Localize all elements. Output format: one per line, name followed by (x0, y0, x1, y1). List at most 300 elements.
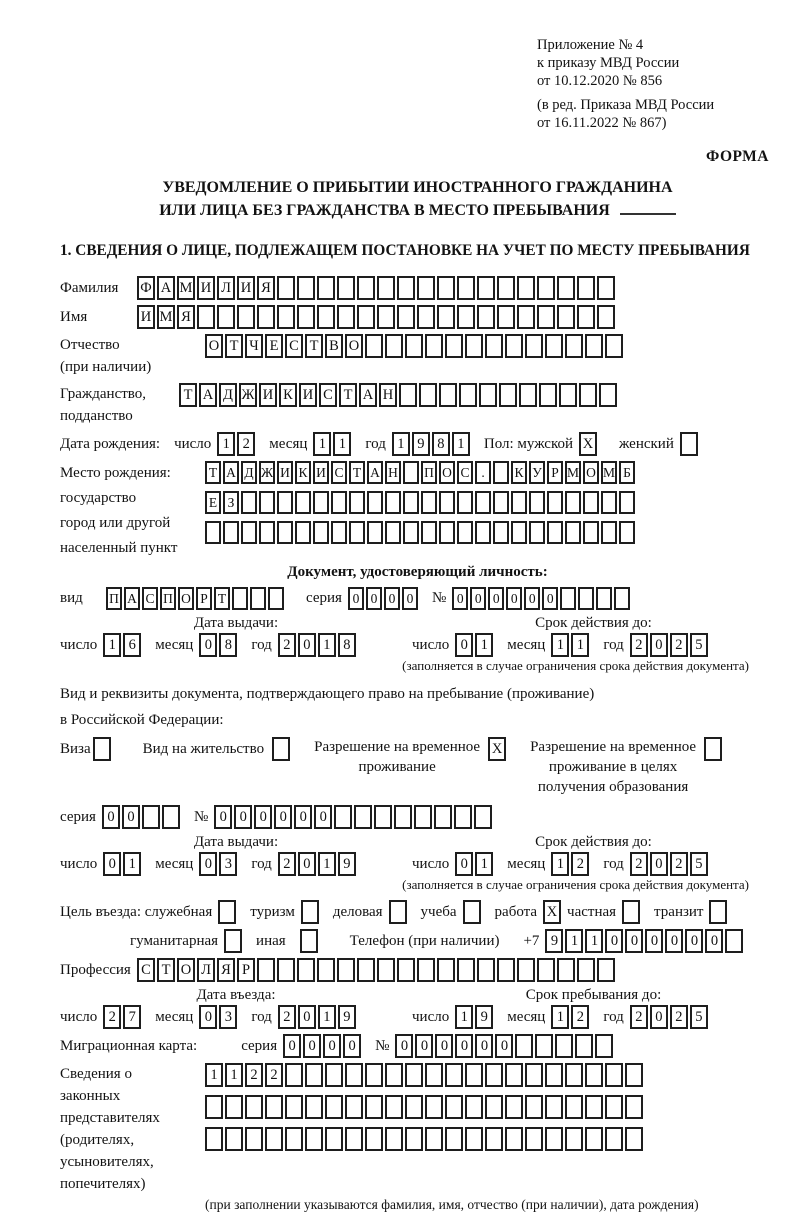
char-box[interactable] (545, 1127, 563, 1151)
char-box[interactable] (517, 958, 535, 982)
char-box[interactable] (485, 1127, 503, 1151)
char-box[interactable]: И (313, 461, 329, 484)
char-box[interactable]: 0 (495, 1034, 513, 1058)
char-box[interactable] (505, 334, 523, 358)
char-box[interactable]: 2 (278, 1005, 296, 1029)
char-box[interactable] (232, 587, 248, 610)
char-box[interactable] (367, 521, 383, 544)
char-box[interactable] (354, 805, 372, 829)
char-box[interactable]: Т (225, 334, 243, 358)
char-box[interactable] (529, 521, 545, 544)
char-box[interactable] (605, 334, 623, 358)
char-box[interactable] (565, 521, 581, 544)
char-box[interactable] (434, 805, 452, 829)
char-box[interactable]: 1 (318, 1005, 336, 1029)
char-box[interactable] (403, 521, 419, 544)
char-box[interactable]: О (177, 958, 195, 982)
char-box[interactable] (457, 958, 475, 982)
char-box[interactable] (272, 737, 290, 761)
char-box[interactable] (205, 1127, 223, 1151)
char-box[interactable]: 1 (313, 432, 331, 456)
char-box[interactable]: 2 (278, 852, 296, 876)
char-box[interactable] (445, 1063, 463, 1087)
char-box[interactable] (597, 305, 615, 329)
char-box[interactable] (357, 305, 375, 329)
char-box[interactable] (405, 1127, 423, 1151)
char-box[interactable] (505, 1063, 523, 1087)
char-box[interactable]: Р (196, 587, 212, 610)
char-box[interactable] (385, 1095, 403, 1119)
char-box[interactable]: О (178, 587, 194, 610)
char-box[interactable]: Е (265, 334, 283, 358)
char-box[interactable]: 0 (298, 1005, 316, 1029)
char-box[interactable]: X (543, 900, 561, 924)
char-box[interactable]: 0 (605, 929, 623, 953)
char-box[interactable] (585, 1063, 603, 1087)
char-box[interactable] (277, 491, 293, 514)
char-box[interactable]: 5 (690, 852, 708, 876)
char-box[interactable] (539, 383, 557, 407)
char-box[interactable] (365, 334, 383, 358)
char-box[interactable]: 0 (705, 929, 723, 953)
char-box[interactable] (525, 1127, 543, 1151)
char-box[interactable] (405, 334, 423, 358)
char-box[interactable] (245, 1127, 263, 1151)
char-box[interactable] (601, 491, 617, 514)
char-box[interactable] (337, 276, 355, 300)
char-box[interactable]: 0 (435, 1034, 453, 1058)
char-box[interactable] (605, 1095, 623, 1119)
char-box[interactable] (377, 276, 395, 300)
char-box[interactable]: С (331, 461, 347, 484)
char-box[interactable] (241, 521, 257, 544)
char-box[interactable]: 0 (475, 1034, 493, 1058)
char-box[interactable]: 0 (366, 587, 382, 610)
char-box[interactable]: 2 (670, 1005, 688, 1029)
char-box[interactable] (575, 1034, 593, 1058)
char-box[interactable]: 0 (283, 1034, 301, 1058)
char-box[interactable] (317, 305, 335, 329)
char-box[interactable] (345, 1095, 363, 1119)
char-box[interactable] (331, 491, 347, 514)
char-box[interactable] (493, 491, 509, 514)
char-box[interactable]: Д (241, 461, 257, 484)
char-box[interactable] (385, 1127, 403, 1151)
char-box[interactable]: А (367, 461, 383, 484)
char-box[interactable]: Т (339, 383, 357, 407)
char-box[interactable] (565, 491, 581, 514)
char-box[interactable] (497, 958, 515, 982)
char-box[interactable]: 0 (323, 1034, 341, 1058)
char-box[interactable]: 1 (585, 929, 603, 953)
char-box[interactable]: 0 (102, 805, 120, 829)
char-box[interactable] (465, 1095, 483, 1119)
char-box[interactable] (457, 276, 475, 300)
char-box[interactable]: 1 (551, 1005, 569, 1029)
char-box[interactable] (414, 805, 432, 829)
char-box[interactable]: 3 (219, 852, 237, 876)
char-box[interactable] (475, 521, 491, 544)
char-box[interactable]: О (205, 334, 223, 358)
char-box[interactable] (596, 587, 612, 610)
char-box[interactable] (265, 1127, 283, 1151)
char-box[interactable]: 0 (685, 929, 703, 953)
char-box[interactable] (377, 958, 395, 982)
char-box[interactable] (297, 276, 315, 300)
char-box[interactable] (545, 1095, 563, 1119)
char-box[interactable] (485, 1063, 503, 1087)
char-box[interactable]: С (137, 958, 155, 982)
char-box[interactable]: 0 (524, 587, 540, 610)
char-box[interactable] (605, 1063, 623, 1087)
char-box[interactable]: 9 (338, 1005, 356, 1029)
char-box[interactable]: 9 (412, 432, 430, 456)
char-box[interactable]: 8 (432, 432, 450, 456)
char-box[interactable] (265, 1095, 283, 1119)
char-box[interactable] (445, 334, 463, 358)
char-box[interactable]: 0 (542, 587, 558, 610)
char-box[interactable] (565, 1063, 583, 1087)
char-box[interactable]: 2 (630, 852, 648, 876)
char-box[interactable] (403, 461, 419, 484)
char-box[interactable] (585, 1127, 603, 1151)
char-box[interactable] (437, 958, 455, 982)
char-box[interactable]: 1 (318, 633, 336, 657)
char-box[interactable] (680, 432, 698, 456)
char-box[interactable] (377, 305, 395, 329)
char-box[interactable]: С (285, 334, 303, 358)
char-box[interactable]: 2 (670, 852, 688, 876)
char-box[interactable]: 0 (625, 929, 643, 953)
char-box[interactable] (485, 334, 503, 358)
char-box[interactable]: 2 (670, 633, 688, 657)
char-box[interactable]: 0 (506, 587, 522, 610)
char-box[interactable]: И (237, 276, 255, 300)
char-box[interactable]: 1 (455, 1005, 473, 1029)
char-box[interactable] (497, 276, 515, 300)
char-box[interactable]: 0 (294, 805, 312, 829)
char-box[interactable] (257, 958, 275, 982)
char-box[interactable]: И (299, 383, 317, 407)
char-box[interactable]: 0 (199, 633, 217, 657)
char-box[interactable] (493, 521, 509, 544)
char-box[interactable]: И (259, 383, 277, 407)
char-box[interactable]: 0 (455, 852, 473, 876)
char-box[interactable] (425, 1095, 443, 1119)
char-box[interactable] (334, 805, 352, 829)
char-box[interactable] (485, 1095, 503, 1119)
char-box[interactable] (619, 491, 635, 514)
char-box[interactable] (537, 276, 555, 300)
char-box[interactable] (313, 491, 329, 514)
char-box[interactable] (268, 587, 284, 610)
char-box[interactable]: Б (619, 461, 635, 484)
char-box[interactable]: У (529, 461, 545, 484)
char-box[interactable]: 0 (455, 1034, 473, 1058)
char-box[interactable] (597, 958, 615, 982)
char-box[interactable] (439, 383, 457, 407)
char-box[interactable] (597, 276, 615, 300)
char-box[interactable] (385, 491, 401, 514)
char-box[interactable] (493, 461, 509, 484)
char-box[interactable]: 1 (452, 432, 470, 456)
char-box[interactable] (337, 958, 355, 982)
char-box[interactable]: Л (217, 276, 235, 300)
char-box[interactable] (537, 305, 555, 329)
char-box[interactable] (205, 1095, 223, 1119)
char-box[interactable] (223, 521, 239, 544)
char-box[interactable]: 0 (274, 805, 292, 829)
char-box[interactable]: 0 (343, 1034, 361, 1058)
char-box[interactable]: П (106, 587, 122, 610)
char-box[interactable] (224, 929, 242, 953)
char-box[interactable]: X (579, 432, 597, 456)
char-box[interactable] (425, 1127, 443, 1151)
char-box[interactable]: 2 (265, 1063, 283, 1087)
char-box[interactable] (465, 1127, 483, 1151)
char-box[interactable] (555, 1034, 573, 1058)
char-box[interactable] (421, 491, 437, 514)
char-box[interactable] (499, 383, 517, 407)
char-box[interactable]: А (359, 383, 377, 407)
char-box[interactable]: 0 (214, 805, 232, 829)
char-box[interactable] (529, 491, 545, 514)
char-box[interactable]: 0 (650, 852, 668, 876)
char-box[interactable]: 0 (103, 852, 121, 876)
char-box[interactable] (601, 521, 617, 544)
char-box[interactable] (385, 334, 403, 358)
char-box[interactable]: 1 (571, 633, 589, 657)
char-box[interactable] (257, 305, 275, 329)
char-box[interactable] (578, 587, 594, 610)
char-box[interactable]: 7 (123, 1005, 141, 1029)
char-box[interactable] (305, 1095, 323, 1119)
char-box[interactable] (560, 587, 576, 610)
char-box[interactable] (385, 1063, 403, 1087)
char-box[interactable] (277, 958, 295, 982)
char-box[interactable] (585, 1095, 603, 1119)
char-box[interactable] (399, 383, 417, 407)
char-box[interactable] (577, 958, 595, 982)
char-box[interactable] (517, 305, 535, 329)
char-box[interactable] (477, 305, 495, 329)
char-box[interactable]: 1 (103, 633, 121, 657)
char-box[interactable]: К (511, 461, 527, 484)
char-box[interactable] (577, 305, 595, 329)
char-box[interactable] (525, 1095, 543, 1119)
char-box[interactable] (417, 305, 435, 329)
char-box[interactable] (445, 1095, 463, 1119)
char-box[interactable] (297, 305, 315, 329)
char-box[interactable] (389, 900, 407, 924)
char-box[interactable]: 1 (217, 432, 235, 456)
char-box[interactable]: Я (177, 305, 195, 329)
char-box[interactable] (403, 491, 419, 514)
char-box[interactable]: Ж (259, 461, 275, 484)
char-box[interactable]: А (124, 587, 140, 610)
char-box[interactable] (397, 958, 415, 982)
char-box[interactable] (325, 1063, 343, 1087)
char-box[interactable]: 1 (225, 1063, 243, 1087)
char-box[interactable] (357, 958, 375, 982)
char-box[interactable] (277, 305, 295, 329)
char-box[interactable] (397, 276, 415, 300)
char-box[interactable] (519, 383, 537, 407)
char-box[interactable] (285, 1127, 303, 1151)
char-box[interactable] (285, 1095, 303, 1119)
char-box[interactable] (365, 1063, 383, 1087)
char-box[interactable]: Т (157, 958, 175, 982)
char-box[interactable]: А (199, 383, 217, 407)
char-box[interactable] (259, 521, 275, 544)
char-box[interactable] (463, 900, 481, 924)
char-box[interactable]: 0 (645, 929, 663, 953)
char-box[interactable] (295, 491, 311, 514)
char-box[interactable]: Л (197, 958, 215, 982)
char-box[interactable]: Н (385, 461, 401, 484)
char-box[interactable]: 0 (665, 929, 683, 953)
char-box[interactable] (454, 805, 472, 829)
char-box[interactable]: 2 (571, 1005, 589, 1029)
char-box[interactable]: 0 (455, 633, 473, 657)
char-box[interactable]: 5 (690, 633, 708, 657)
char-box[interactable] (417, 958, 435, 982)
char-box[interactable]: 9 (545, 929, 563, 953)
char-box[interactable] (301, 900, 319, 924)
char-box[interactable]: О (345, 334, 363, 358)
char-box[interactable] (595, 1034, 613, 1058)
char-box[interactable]: Ч (245, 334, 263, 358)
char-box[interactable]: П (160, 587, 176, 610)
char-box[interactable] (457, 521, 473, 544)
char-box[interactable]: 2 (630, 633, 648, 657)
char-box[interactable]: 0 (452, 587, 468, 610)
char-box[interactable] (337, 305, 355, 329)
char-box[interactable]: М (177, 276, 195, 300)
char-box[interactable] (547, 521, 563, 544)
char-box[interactable] (625, 1127, 643, 1151)
char-box[interactable]: 9 (338, 852, 356, 876)
char-box[interactable]: 0 (254, 805, 272, 829)
char-box[interactable] (305, 1063, 323, 1087)
char-box[interactable] (345, 1063, 363, 1087)
char-box[interactable] (217, 305, 235, 329)
char-box[interactable]: 1 (318, 852, 336, 876)
char-box[interactable] (557, 305, 575, 329)
char-box[interactable] (477, 958, 495, 982)
char-box[interactable] (622, 900, 640, 924)
char-box[interactable] (725, 929, 743, 953)
char-box[interactable]: Ф (137, 276, 155, 300)
char-box[interactable]: И (137, 305, 155, 329)
char-box[interactable]: 1 (392, 432, 410, 456)
char-box[interactable]: 2 (245, 1063, 263, 1087)
char-box[interactable]: Т (214, 587, 230, 610)
char-box[interactable]: 0 (298, 852, 316, 876)
char-box[interactable]: 5 (690, 1005, 708, 1029)
char-box[interactable] (218, 900, 236, 924)
char-box[interactable] (325, 1127, 343, 1151)
char-box[interactable] (241, 491, 257, 514)
char-box[interactable] (577, 276, 595, 300)
char-box[interactable]: 0 (234, 805, 252, 829)
char-box[interactable] (439, 491, 455, 514)
char-box[interactable]: Р (237, 958, 255, 982)
char-box[interactable] (425, 1063, 443, 1087)
char-box[interactable]: С (457, 461, 473, 484)
char-box[interactable] (505, 1095, 523, 1119)
char-box[interactable] (205, 521, 221, 544)
char-box[interactable]: 8 (219, 633, 237, 657)
char-box[interactable] (237, 305, 255, 329)
char-box[interactable] (537, 958, 555, 982)
char-box[interactable] (579, 383, 597, 407)
char-box[interactable] (425, 334, 443, 358)
char-box[interactable] (385, 521, 401, 544)
char-box[interactable] (474, 805, 492, 829)
char-box[interactable] (295, 521, 311, 544)
char-box[interactable] (365, 1127, 383, 1151)
char-box[interactable] (465, 1063, 483, 1087)
char-box[interactable]: 1 (551, 633, 569, 657)
char-box[interactable]: С (142, 587, 158, 610)
char-box[interactable]: С (319, 383, 337, 407)
char-box[interactable]: 0 (488, 587, 504, 610)
char-box[interactable]: 0 (303, 1034, 321, 1058)
char-box[interactable] (419, 383, 437, 407)
char-box[interactable] (225, 1127, 243, 1151)
char-box[interactable]: 0 (384, 587, 400, 610)
char-box[interactable]: Т (179, 383, 197, 407)
char-box[interactable] (367, 491, 383, 514)
char-box[interactable] (457, 305, 475, 329)
char-box[interactable] (565, 1127, 583, 1151)
char-box[interactable]: 0 (122, 805, 140, 829)
char-box[interactable] (614, 587, 630, 610)
char-box[interactable] (545, 334, 563, 358)
char-box[interactable]: 3 (219, 1005, 237, 1029)
char-box[interactable]: 2 (237, 432, 255, 456)
char-box[interactable]: 0 (199, 1005, 217, 1029)
char-box[interactable]: 9 (475, 1005, 493, 1029)
char-box[interactable] (515, 1034, 533, 1058)
char-box[interactable] (313, 521, 329, 544)
char-box[interactable] (535, 1034, 553, 1058)
char-box[interactable] (374, 805, 392, 829)
char-box[interactable] (162, 805, 180, 829)
char-box[interactable]: 0 (470, 587, 486, 610)
char-box[interactable] (325, 1095, 343, 1119)
char-box[interactable]: 1 (205, 1063, 223, 1087)
char-box[interactable]: А (157, 276, 175, 300)
char-box[interactable]: 8 (338, 633, 356, 657)
char-box[interactable] (599, 383, 617, 407)
char-box[interactable]: 2 (103, 1005, 121, 1029)
char-box[interactable] (245, 1095, 263, 1119)
char-box[interactable] (345, 1127, 363, 1151)
char-box[interactable] (479, 383, 497, 407)
char-box[interactable] (331, 521, 347, 544)
char-box[interactable] (557, 958, 575, 982)
char-box[interactable] (142, 805, 160, 829)
char-box[interactable]: 0 (415, 1034, 433, 1058)
char-box[interactable] (394, 805, 412, 829)
char-box[interactable]: 2 (571, 852, 589, 876)
char-box[interactable] (297, 958, 315, 982)
char-box[interactable]: 0 (650, 633, 668, 657)
char-box[interactable]: К (295, 461, 311, 484)
char-box[interactable] (525, 1063, 543, 1087)
